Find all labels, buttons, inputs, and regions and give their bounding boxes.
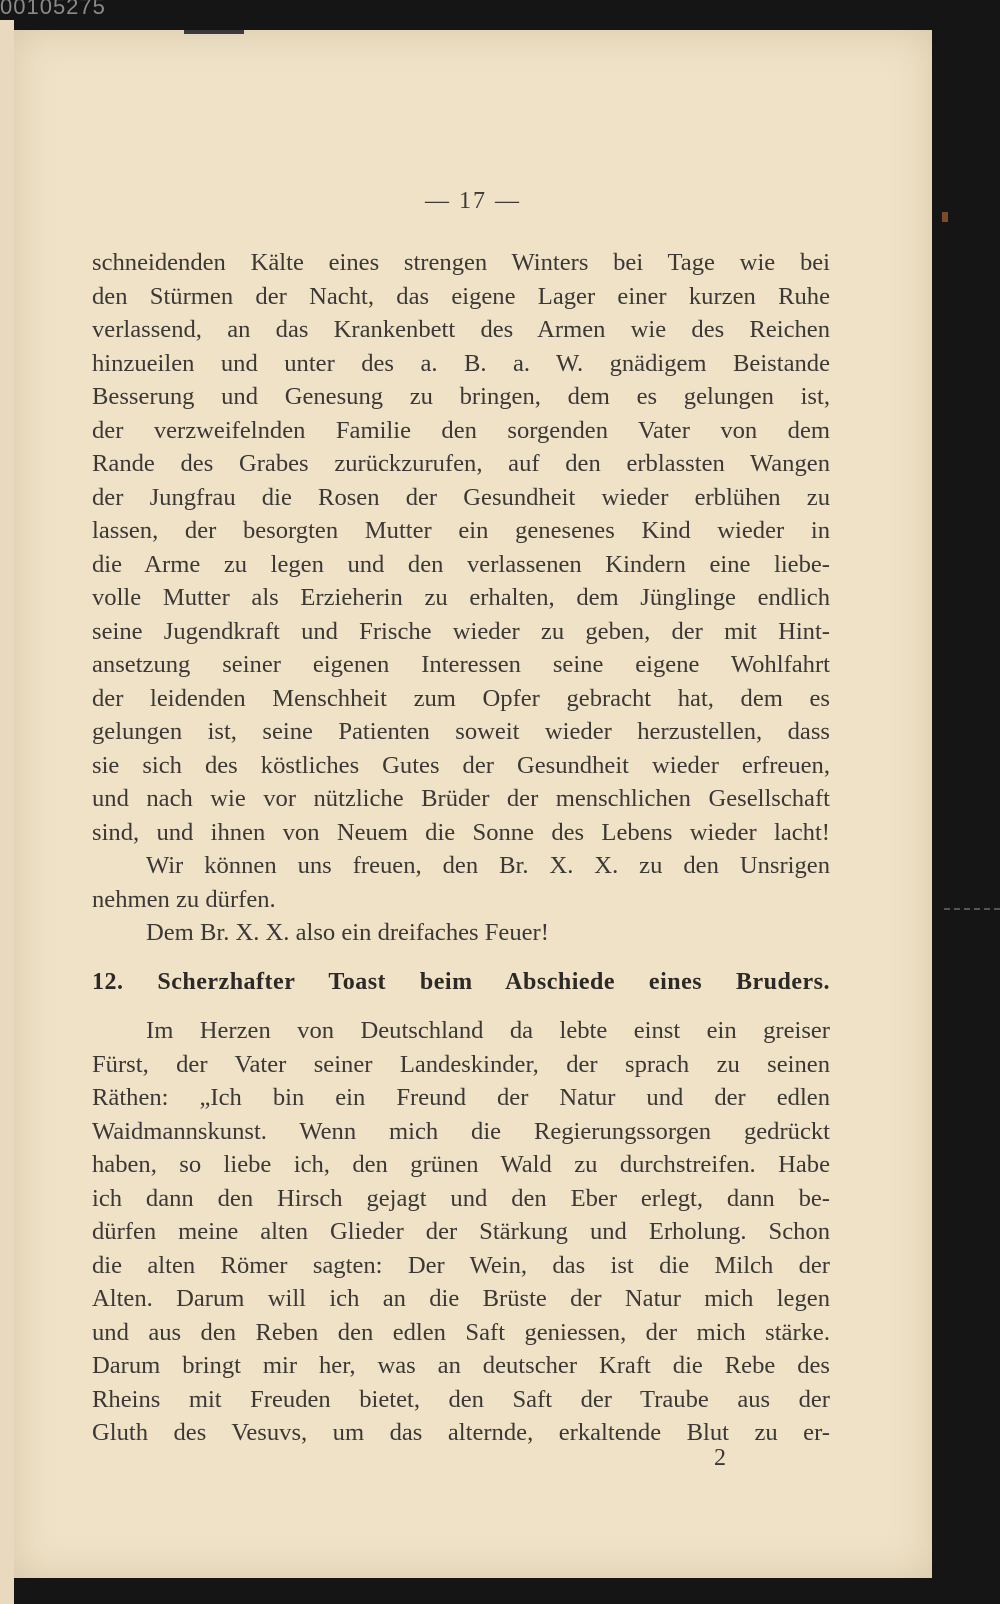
margin-mark	[942, 212, 948, 222]
text-line: der verzweifelnden Familie den sorgenden Vater von dem	[92, 416, 830, 444]
text-line: Wir können uns freuen, den Br. X. X. zu den Unsrigen	[146, 852, 830, 879]
text-line: Alten. Darum will ich an die Brüste der Natur mich legen	[92, 1285, 830, 1312]
section-heading: 12. Scherzhafter Toast beim Abschiede eines Bruders.	[92, 969, 830, 995]
text-line: Fürst, der Vater seiner Landeskinder, der sprach zu seinen	[92, 1050, 830, 1078]
text-line: seine Jugendkraft und Frische wieder zu geben, der mit Hint-	[92, 617, 830, 645]
scan-edge-dash	[944, 908, 1000, 912]
text-line: schneidenden Kälte eines strengen Winters bei Tage wie bei	[92, 249, 830, 276]
text-line: lassen, der besorgten Mutter ein genesenes Kind wieder in	[92, 517, 830, 544]
scan-id: 00105275	[0, 0, 106, 19]
upper-text-block	[92, 246, 830, 950]
text-line: ich dann den Hirsch gejagt und den Eber erlegt, dann be-	[92, 1184, 830, 1212]
text-line: haben, so liebe ich, den grünen Wald zu durchstreifen. Habe	[92, 1151, 830, 1178]
text-line: sind, und ihnen von Neuem die Sonne des Lebens wieder lacht!	[92, 818, 830, 846]
book-page	[14, 30, 932, 1578]
closing-line: Dem Br. X. X. also ein dreifaches Feuer!	[146, 919, 549, 946]
text-line: ansetzung seiner eigenen Interessen seine eigene Wohlfahrt	[92, 651, 830, 678]
text-line: Räthen: „Ich bin ein Freund der Natur und der edlen	[92, 1084, 830, 1111]
text-line: Waidmannskunst. Wenn mich die Regierungssorgen gedrückt	[92, 1117, 830, 1145]
text-line: gelungen ist, seine Patienten soweit wieder herzustellen, dass	[92, 718, 830, 745]
text-line: sie sich des köstliches Gutes der Gesundheit wieder erfreuen,	[92, 751, 830, 779]
text-line: Rande des Grabes zurückzurufen, auf den erblassten Wangen	[92, 450, 830, 477]
text-line: der leidenden Menschheit zum Opfer gebracht hat, dem es	[92, 684, 830, 712]
top-mark	[184, 30, 244, 34]
text-line: die Arme zu legen und den verlassenen Kindern eine liebe-	[92, 550, 830, 578]
lower-text-block	[92, 1014, 830, 1450]
text-line: Gluth des Vesuvs, um das alternde, erkaltende Blut zu er-	[92, 1419, 830, 1446]
page-edge-strip	[0, 20, 14, 1604]
text-line: und nach wie vor nützliche Brüder der menschlichen Gesellschaft	[92, 785, 830, 812]
text-line: Besserung und Genesung zu bringen, dem es gelungen ist,	[92, 383, 830, 410]
text-line: den Stürmen der Nacht, das eigene Lager einer kurzen Ruhe	[92, 282, 830, 310]
text-line: volle Mutter als Erzieherin zu erhalten, dem Jünglinge endlich	[92, 584, 830, 611]
text-line: verlassend, an das Krankenbett des Armen wie des Reichen	[92, 316, 830, 343]
text-line: hinzueilen und unter des a. B. a. W. gnädigem Beistande	[92, 349, 830, 377]
text-line: und aus den Reben den edlen Saft geniessen, der mich stärke.	[92, 1318, 830, 1346]
text-line: die alten Römer sagten: Der Wein, das ist die Milch der	[92, 1251, 830, 1279]
text-line: Darum bringt mir her, was an deutscher Kraft die Rebe des	[92, 1352, 830, 1379]
signature-mark: 2	[714, 1445, 726, 1471]
text-line: dürfen meine alten Glieder der Stärkung und Erholung. Schon	[92, 1218, 830, 1245]
page-number: — 17 —	[425, 188, 521, 214]
text-line: der Jungfrau die Rosen der Gesundheit wieder erblühen zu	[92, 483, 830, 511]
text-line: Im Herzen von Deutschland da lebte einst ein greiser	[146, 1017, 830, 1044]
text-line: Rheins mit Freuden bietet, den Saft der Traube aus der	[92, 1385, 830, 1413]
text-line: nehmen zu dürfen.	[92, 885, 276, 913]
